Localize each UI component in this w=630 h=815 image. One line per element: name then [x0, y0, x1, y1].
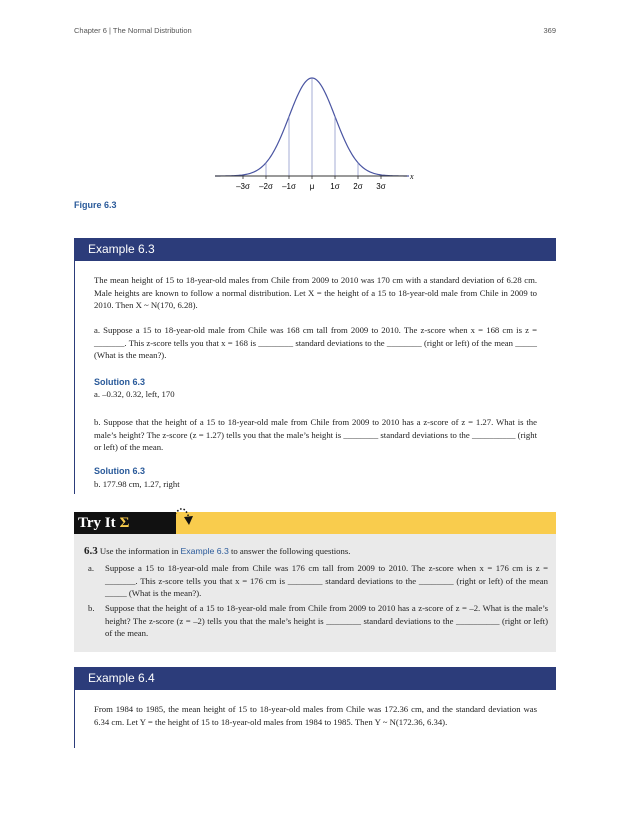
- tick-label: 1σ: [330, 182, 340, 191]
- solution-a-text: a. –0.32, 0.32, left, 170: [94, 389, 175, 399]
- example-63-link[interactable]: Example 6.3: [180, 546, 229, 556]
- try-it-item-b: [88, 602, 548, 640]
- running-head: [74, 26, 556, 35]
- try-it-banner: [74, 512, 556, 534]
- normal-curve-svg: [210, 70, 425, 195]
- normal-curve-figure: [210, 70, 425, 195]
- item-text: Suppose that the height of a 15 to 18-year-old male from Chile from 2009 to 2010 has a z-score of z = –2. What is the male’s height? The z-score (z = –2) tells you that the male’s height is ________ standard deviations to the __________ (right or left) of the mean.: [105, 603, 548, 639]
- example-63-part-b: b. Suppose that the height of a 15 to 18-year-old male from Chile from 2009 to 2010 has a z-score of z = 1.27. What is the male’s height? The z-score (z = 1.27) tells you that the male’s height is ________ standard deviations to the __________ (right or left) of the mean.: [94, 417, 537, 453]
- sd-lines: [266, 78, 358, 176]
- try-it-intro: [84, 545, 350, 557]
- dotted-arrow-icon: [172, 504, 198, 534]
- try-it-label: [74, 512, 176, 534]
- try-it-intro-post: to answer the following questions.: [230, 546, 351, 556]
- figure-caption: Figure 6.3: [74, 200, 117, 210]
- solution-a-title: Solution 6.3: [94, 377, 146, 387]
- item-text: Suppose a 15 to 18-year-old male from Chile was 176 cm tall from 2009 to 2010. The z-score when x = 176 cm is z = _______. This z-score tells you that x = 176 cm is ________ standard deviations to the ________ (right or left) of the mean _____ (What is the mean?).: [105, 563, 548, 599]
- x-axis-label: x: [410, 172, 414, 181]
- tick-label: –2σ: [259, 182, 273, 191]
- try-it-body: [74, 534, 556, 652]
- example-64-intro: From 1984 to 1985, the mean height of 15 to 18-year-old males from Chile was 172.36 cm, and the standard deviation was 6.34 cm. Let Y = the height of 15 to 18-year-old males from 1984 to 1985. Then Y ~ N(172.36, 6.34).: [94, 704, 537, 727]
- sigma-icon: Σ: [119, 515, 130, 531]
- example-63-body: [74, 261, 557, 494]
- example-64-title: Example 6.4: [88, 671, 155, 685]
- tick-label: –1σ: [282, 182, 296, 191]
- tick-group: [236, 176, 386, 191]
- example-64-header: [74, 667, 556, 690]
- try-it-number: 6.3: [84, 545, 98, 557]
- item-marker: b.: [88, 603, 95, 613]
- tick-label: –3σ: [236, 182, 250, 191]
- tick-label: μ: [309, 182, 315, 191]
- try-it-text: Try It: [78, 515, 116, 531]
- example-64-body: [74, 690, 557, 748]
- example-63-part-a: a. Suppose a 15 to 18-year-old male from Chile was 168 cm tall from 2009 to 2010. The z-score when x = 168 cm is z = _______. This z-score tells you that x = 168 is ________ standard deviations to the ________ (right or left) of the mean _____ (What is the mean?).: [94, 325, 537, 361]
- tick-label: 2σ: [353, 182, 363, 191]
- solution-b-title: Solution 6.3: [94, 466, 146, 476]
- try-it-intro-pre: Use the information in: [99, 546, 179, 556]
- example-63-header: [74, 238, 556, 261]
- page-number: 369: [543, 26, 556, 35]
- try-it-item-a: [88, 562, 548, 600]
- example-63-intro: The mean height of 15 to 18-year-old males from Chile from 2009 to 2010 was 170 cm with a standard deviation of 6.28 cm. Male heights are known to follow a normal distribution. Let X = the height of a 15 to 18-year-old male from Chile in 2009 to 2010. Then X ~ N(170, 6.28).: [94, 275, 537, 311]
- solution-b-text: b. 177.98 cm, 1.27, right: [94, 479, 180, 489]
- example-63-title: Example 6.3: [88, 242, 155, 256]
- tick-label: 3σ: [376, 182, 386, 191]
- chapter-title: Chapter 6 | The Normal Distribution: [74, 26, 192, 35]
- item-marker: a.: [88, 563, 95, 573]
